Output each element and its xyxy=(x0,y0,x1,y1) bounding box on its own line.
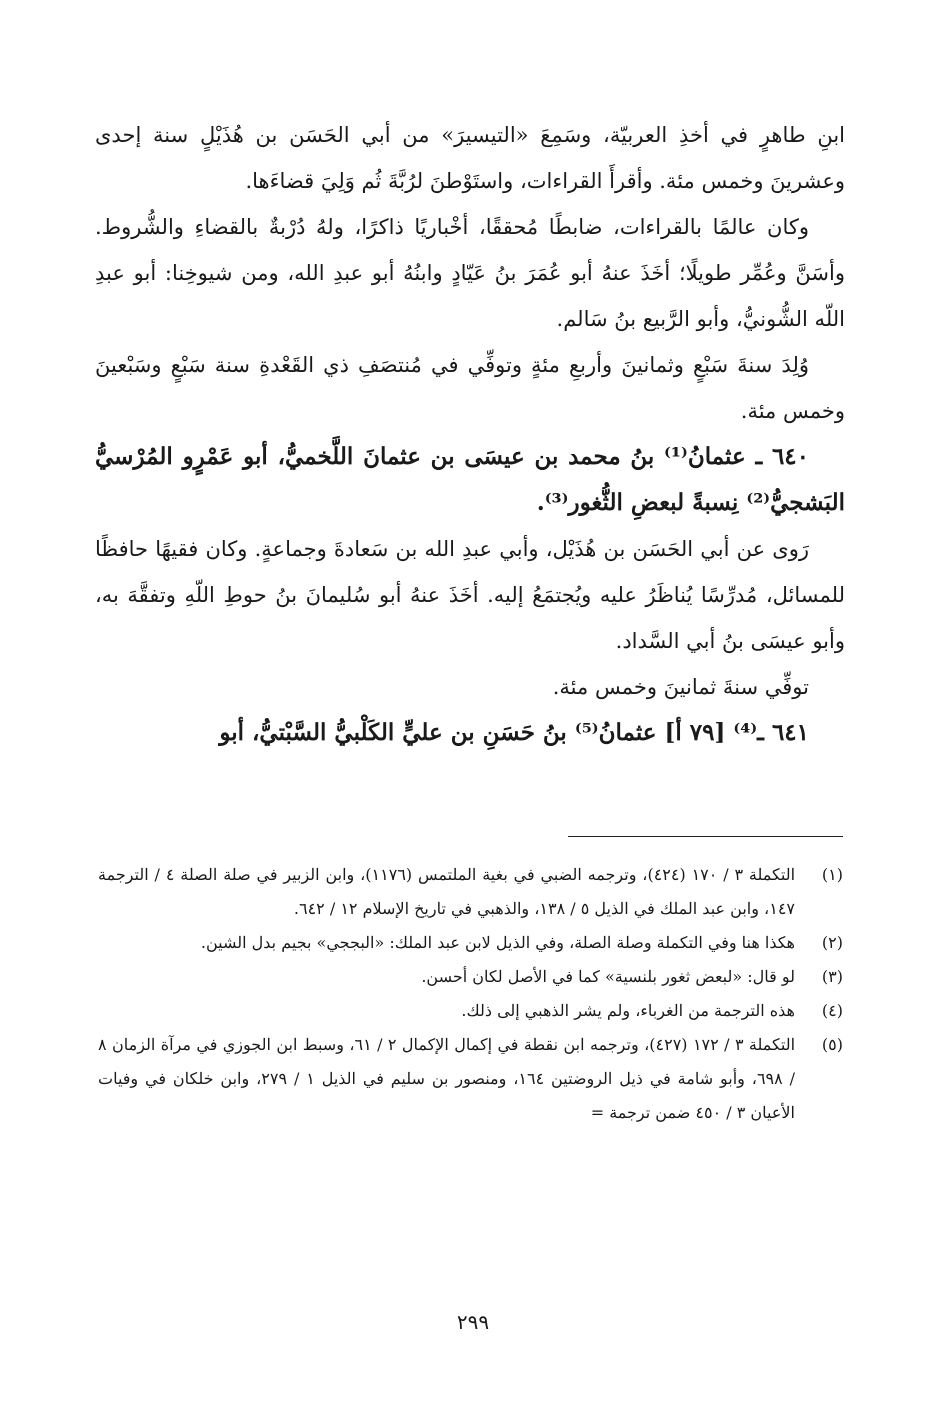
footnote-number: (٣) xyxy=(821,967,843,986)
footnote-text: التكملة ٣ / ١٧٠ (٤٢٤)، وترجمه الضبي في بغية الملتمس (١١٧٦)، وابن الزبير في صلة الصلة ٤ / الترجمة ١٤٧، وابن عبد الملك في الذيل ٥ / ١٣٨، والذهبي في تاريخ الإسلام ١٢ / ٦٤٢. xyxy=(98,865,796,918)
footnote-number: (٥) xyxy=(821,1035,843,1054)
entry-640-heading: ٦٤٠ ـ عثمانُ⁽¹⁾ بنُ محمد بن عيسَى بن عثمانَ اللَّخميُّ، أبو عَمْرٍو المُرْسيُّ البَشجيُّ⁽²⁾ نِسبةً لبعضِ الثُّغور⁽³⁾. xyxy=(95,443,845,516)
footnote-text: التكملة ٣ / ١٧٢ (٤٢٧)، وترجمه ابن نقطة في إكمال الإكمال ٢ / ٦١، وسبط ابن الجوزي في مرآة الزمان ٨ / ٦٩٨، وأبو شامة في ذيل الروضتين ١٦٤، ومنصور بن سليم في الذيل ١ / ٢٧٩، وابن خلكان في وفيات الأعيان ٣ / ٤٥٠ ضمن ترجمة = xyxy=(98,1035,796,1122)
footnote-text: هكذا هنا وفي التكملة وصلة الصلة، وفي الذيل لابن عبد الملك: «البججي» بجيم بدل الشين. xyxy=(200,933,795,952)
footnote-number: (٤) xyxy=(821,1001,843,1020)
footnotes xyxy=(98,858,843,1130)
paragraph-1: ابنِ طاهرٍ في أخذِ العربيّة، وسَمِعَ «التيسيرَ» من أبي الحَسَن بن هُذَيْلٍ سنة إحدى وعشرينَ وخمس مئة. وأقرأَ القراءات، واستَوْطنَ لرُبَّةَ ثُم وَلِيَ قضاءَها. xyxy=(95,123,845,193)
footnote-1 xyxy=(98,858,843,926)
page-number: ٢٩٩ xyxy=(456,1310,490,1334)
paragraph-6: توفِّي سنةَ ثمانينَ وخمس مئة. xyxy=(552,675,809,699)
entry-641-heading: ٦٤١ ـ⁽⁴⁾ [٧٩ أ] عثمانُ⁽⁵⁾ بنُ حَسَنِ بن عليٍّ الكَلْبيُّ السَّبْتيُّ، أبو xyxy=(219,719,809,746)
footnote-2 xyxy=(98,926,843,960)
paragraph-2: وكان عالمًا بالقراءات، ضابطًا مُحققًا، أخْباريًا ذاكرًا، ولهُ دُرْبةٌ بالقضاءِ والشُّروط. وأسَنَّ وعُمِّر طويلًا؛ أخَذَ عنهُ أبو عُمَرَ بنُ عَيّادٍ وابنُهُ أبو عبدِ الله، ومن شيوخِنا: أبو عبدِ اللّه الشُّونيُّ، وأبو الرَّبيع بنُ سَالم. xyxy=(95,215,845,331)
main-text-block xyxy=(95,112,845,756)
footnote-divider xyxy=(568,836,843,837)
main-text xyxy=(95,112,845,756)
footnote-number: (٢) xyxy=(821,933,843,952)
footnote-5 xyxy=(98,1028,843,1130)
footnote-3 xyxy=(98,960,843,994)
footnote-number: (١) xyxy=(821,865,843,884)
paragraph-5: رَوى عن أبي الحَسَن بن هُذَيْل، وأبي عبدِ الله بن سَعادةَ وجماعةٍ. وكان فقيهًا حافظًا للمسائل، مُدرِّسًا يُناظَرُ عليه ويُجتمَعُ إليه. أخَذَ عنهُ أبو سُليمانَ بنُ حوطِ اللّهِ وتفقَّهَ به، وأبو عيسَى بنُ أبي السَّداد. xyxy=(95,537,845,653)
paragraph-3: وُلِدَ سنةَ سَبْعٍ وثمانينَ وأربعِ مئةٍ وتوفِّي في مُنتصَفِ ذي القَعْدةِ سنة سَبْعٍ وسَبْعينَ وخمس مئة. xyxy=(95,353,845,423)
footnote-text: هذه الترجمة من الغرباء، ولم يشر الذهبي إلى ذلك. xyxy=(461,1001,795,1020)
footnote-text: لو قال: «لبعض ثغور بلنسية» كما في الأصل لكان أحسن. xyxy=(421,967,795,986)
footnote-4 xyxy=(98,994,843,1028)
